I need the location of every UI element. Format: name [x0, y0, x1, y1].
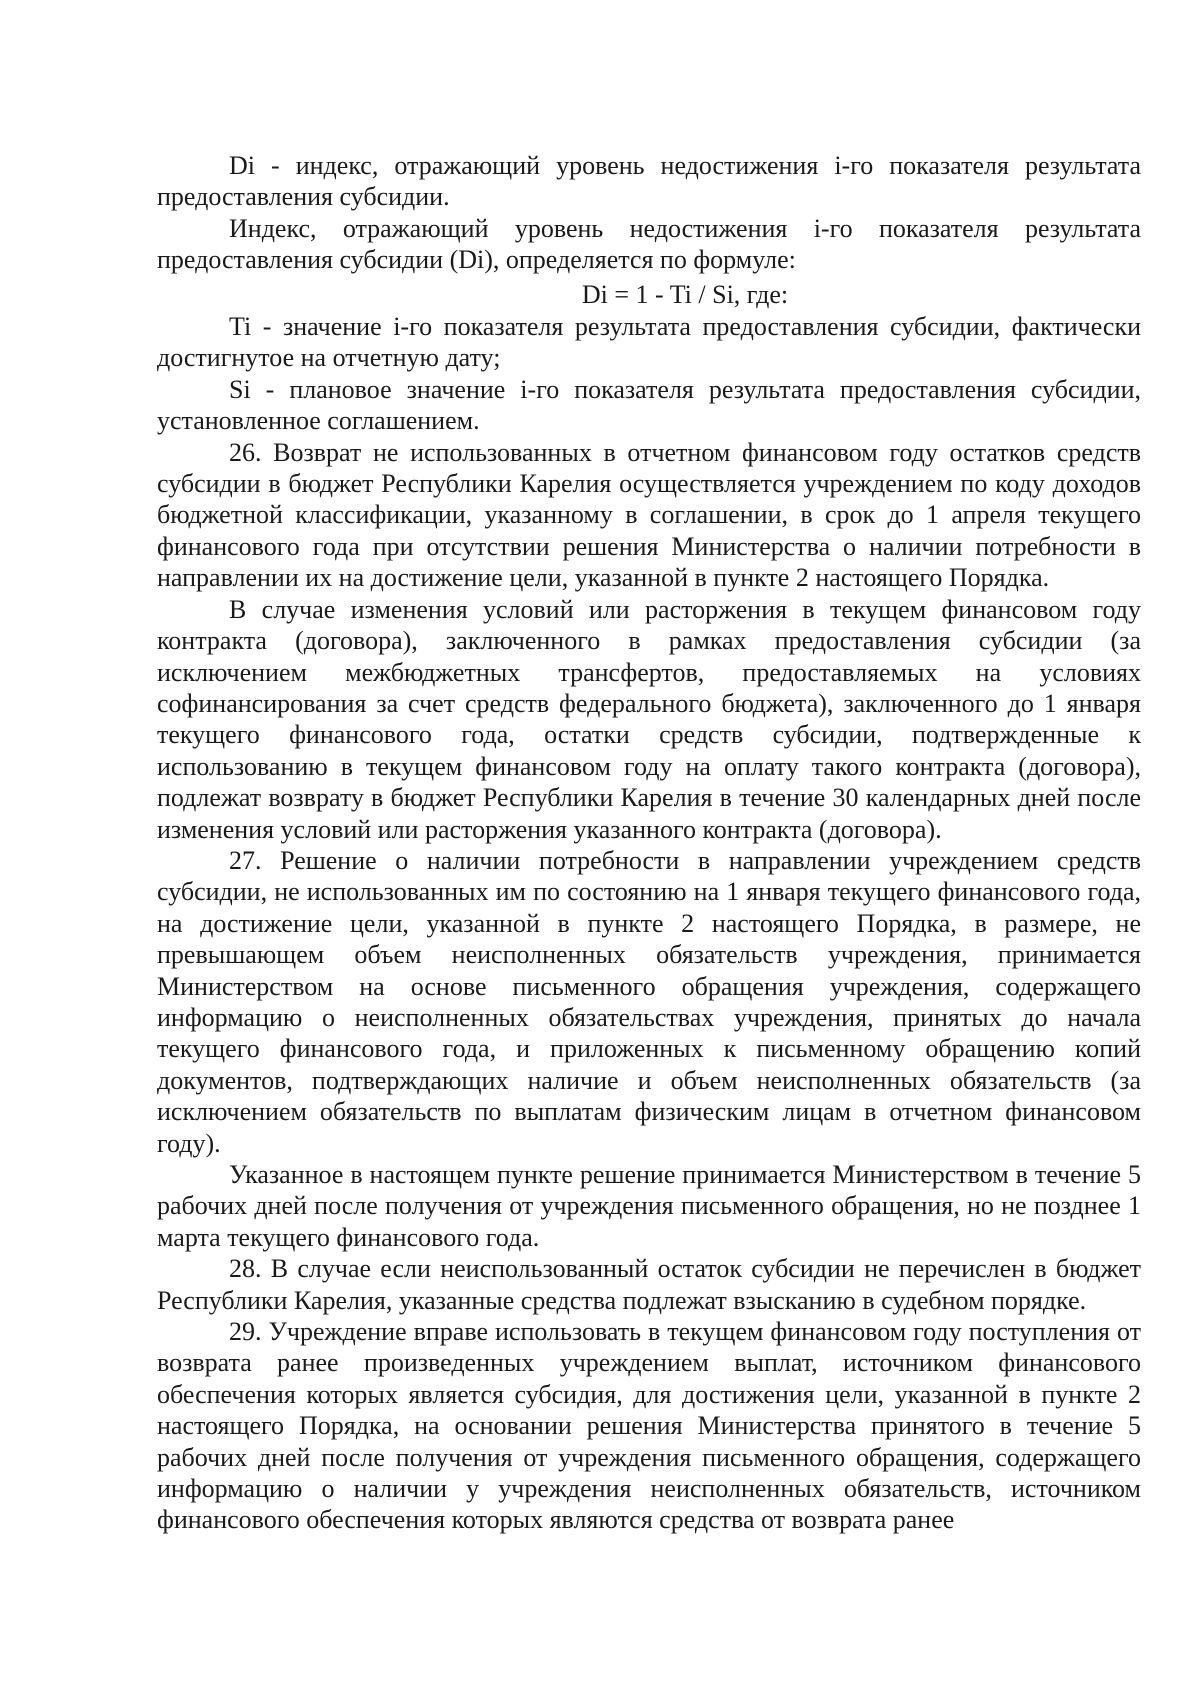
paragraph-di-definition: Di - индекс, отражающий уровень недостижения i-го показателя результата предоставления субсидии.	[157, 151, 1141, 212]
paragraph-ti-definition: Ti - значение i-го показателя результата предоставления субсидии, фактически достигнутое на отчетную дату;	[157, 312, 1141, 373]
paragraph-item-28: 28. В случае если неиспользованный остаток субсидии не перечислен в бюджет Республики Карелия, указанные средства подлежат взысканию в судебном порядке.	[157, 1254, 1141, 1315]
paragraph-di-formula-intro: Индекс, отражающий уровень недостижения i-го показателя результата предоставления субсидии (Di), определяется по формуле:	[157, 213, 1141, 275]
formula-di: Di = 1 - Ti / Si, где:	[581, 279, 789, 309]
paragraph-si-definition: Si - плановое значение i-го показателя результата предоставления субсидии, установленное соглашением.	[157, 374, 1141, 436]
paragraph-decision-deadline: Указанное в настоящем пункте решение принимается Министерством в течение 5 рабочих дней после получения от учреждения письменного обращения, но не позднее 1 марта текущего финансового года.	[157, 1160, 1141, 1252]
document-page	[157, 150, 1141, 1536]
paragraph-item-29: 29. Учреждение вправе использовать в текущем финансовом году поступления от возврата ранее произведенных учреждением выплат, источником финансового обеспечения которых является субсидия, для достижения цели, указанной в пункте 2 настоящего Порядка, на основании решения Министерства принятого в течение 5 рабочих дней после получения от учреждения письменного обращения, содержащего информацию о наличии у учреждения неисполненных обязательств, источником финансового обеспечения которых являются средства от возврата ранее	[157, 1317, 1141, 1535]
paragraph-contract-change: В случае изменения условий или расторжения в текущем финансовом году контракта (договора), заключенного в рамках предоставления субсидии (за исключением межбюджетных трансфертов, предоставляемых на условиях софинансирования за счет средств федерального бюджета), заключенного до 1 января текущего финансового года, остатки средств субсидии, подтвержденные к использованию в текущем финансовом году на оплату такого контракта (договора), подлежат возврату в бюджет Республики Карелия в течение 30 календарных дней после изменения условий или расторжения указанного контракта (договора).	[157, 594, 1141, 844]
paragraph-item-27: 27. Решение о наличии потребности в направлении учреждением средств субсидии, не использованных им по состоянию на 1 января текущего финансового года, на достижение цели, указанной в пункте 2 настоящего Порядка, в размере, не превышающем объем неисполненных обязательств учреждения, принимается Министерством на основе письменного обращения учреждения, содержащего информацию о неисполненных обязательствах учреждения, принятых до начала текущего финансового года, и приложенных к письменному обращению копий документов, подтверждающих наличие и объем неисполненных обязательств (за исключением обязательств по выплатам физическим лицам в отчетном финансовом году).	[157, 845, 1141, 1158]
paragraph-item-26: 26. Возврат не использованных в отчетном финансовом году остатков средств субсидии в бюджет Республики Карелия осуществляется учреждением по коду доходов бюджетной классификации, указанному в соглашении, в срок до 1 апреля текущего финансового года при отсутствии решения Министерства о наличии потребности в направлении их на достижение цели, указанной в пункте 2 настоящего Порядка.	[157, 437, 1141, 593]
